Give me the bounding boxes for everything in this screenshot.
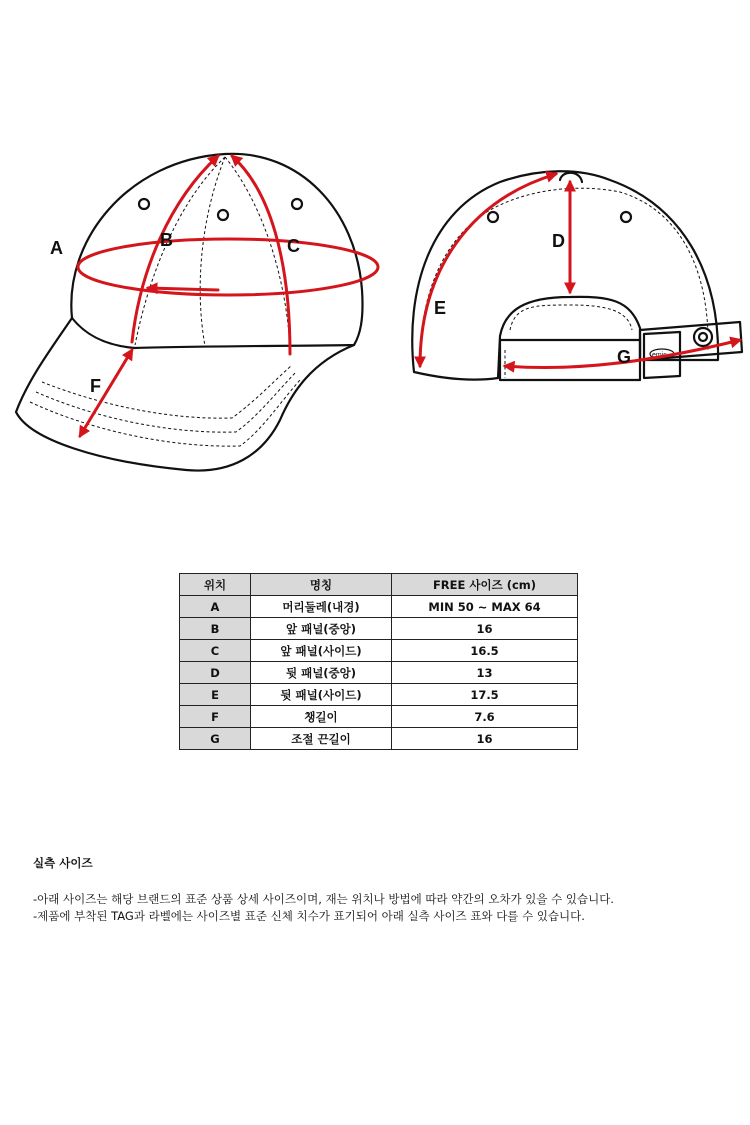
cell-size: 17.5 bbox=[392, 684, 578, 706]
measure-a-circumference bbox=[78, 239, 378, 295]
front-cap-illustration bbox=[16, 154, 378, 471]
header-position: 위치 bbox=[180, 574, 251, 596]
header-free-size: FREE 사이즈 (cm) bbox=[392, 574, 578, 596]
cell-position: B bbox=[180, 618, 251, 640]
table-row bbox=[180, 684, 578, 706]
back-cap-illustration bbox=[412, 171, 742, 380]
measure-a-arrow bbox=[148, 288, 218, 290]
strap-tag-text: emis bbox=[652, 352, 667, 359]
cell-name: 머리둘레(내경) bbox=[251, 596, 392, 618]
measure-e-line bbox=[420, 174, 556, 366]
table-row bbox=[180, 618, 578, 640]
measure-b-line bbox=[132, 156, 218, 342]
table-row bbox=[180, 596, 578, 618]
cell-size: 16 bbox=[392, 728, 578, 750]
cell-position: A bbox=[180, 596, 251, 618]
label-b: B bbox=[160, 230, 173, 250]
notes-line-2: -제품에 부착된 TAG과 라벨에는 사이즈별 표준 신체 치수가 표기되어 아래 실측 사이즈 표와 다를 수 있습니다. bbox=[33, 909, 585, 923]
cell-position: E bbox=[180, 684, 251, 706]
cell-name: 앞 패널(중앙) bbox=[251, 618, 392, 640]
cell-position: F bbox=[180, 706, 251, 728]
cap-measurement-diagram bbox=[0, 0, 750, 520]
label-a: A bbox=[50, 238, 63, 258]
header-name: 명칭 bbox=[251, 574, 392, 596]
label-d: D bbox=[552, 231, 565, 251]
cell-size: MIN 50 ~ MAX 64 bbox=[392, 596, 578, 618]
size-notes bbox=[33, 855, 743, 925]
table-header-row bbox=[180, 574, 578, 596]
size-table bbox=[179, 573, 578, 750]
cell-name: 챙길이 bbox=[251, 706, 392, 728]
cell-name: 뒷 패널(중앙) bbox=[251, 662, 392, 684]
cell-size: 16 bbox=[392, 618, 578, 640]
label-c: C bbox=[287, 236, 300, 256]
label-g: G bbox=[617, 347, 632, 367]
measure-f-line bbox=[80, 350, 132, 436]
cell-position: D bbox=[180, 662, 251, 684]
cell-size: 16.5 bbox=[392, 640, 578, 662]
measure-c-line bbox=[232, 156, 290, 354]
cell-name: 뒷 패널(사이드) bbox=[251, 684, 392, 706]
cell-size: 7.6 bbox=[392, 706, 578, 728]
cell-name: 앞 패널(사이드) bbox=[251, 640, 392, 662]
notes-title: 실측 사이즈 bbox=[33, 856, 93, 870]
label-e: E bbox=[434, 298, 447, 318]
cell-name: 조절 끈길이 bbox=[251, 728, 392, 750]
table-row bbox=[180, 728, 578, 750]
table-row bbox=[180, 640, 578, 662]
cell-position: G bbox=[180, 728, 251, 750]
cell-position: C bbox=[180, 640, 251, 662]
table-row bbox=[180, 662, 578, 684]
notes-line-1: -아래 사이즈는 해당 브랜드의 표준 상품 상세 사이즈이며, 재는 위치나 방법에 따라 약간의 오차가 있을 수 있습니다. bbox=[33, 892, 614, 906]
cell-size: 13 bbox=[392, 662, 578, 684]
table-row bbox=[180, 706, 578, 728]
label-f: F bbox=[90, 376, 101, 396]
